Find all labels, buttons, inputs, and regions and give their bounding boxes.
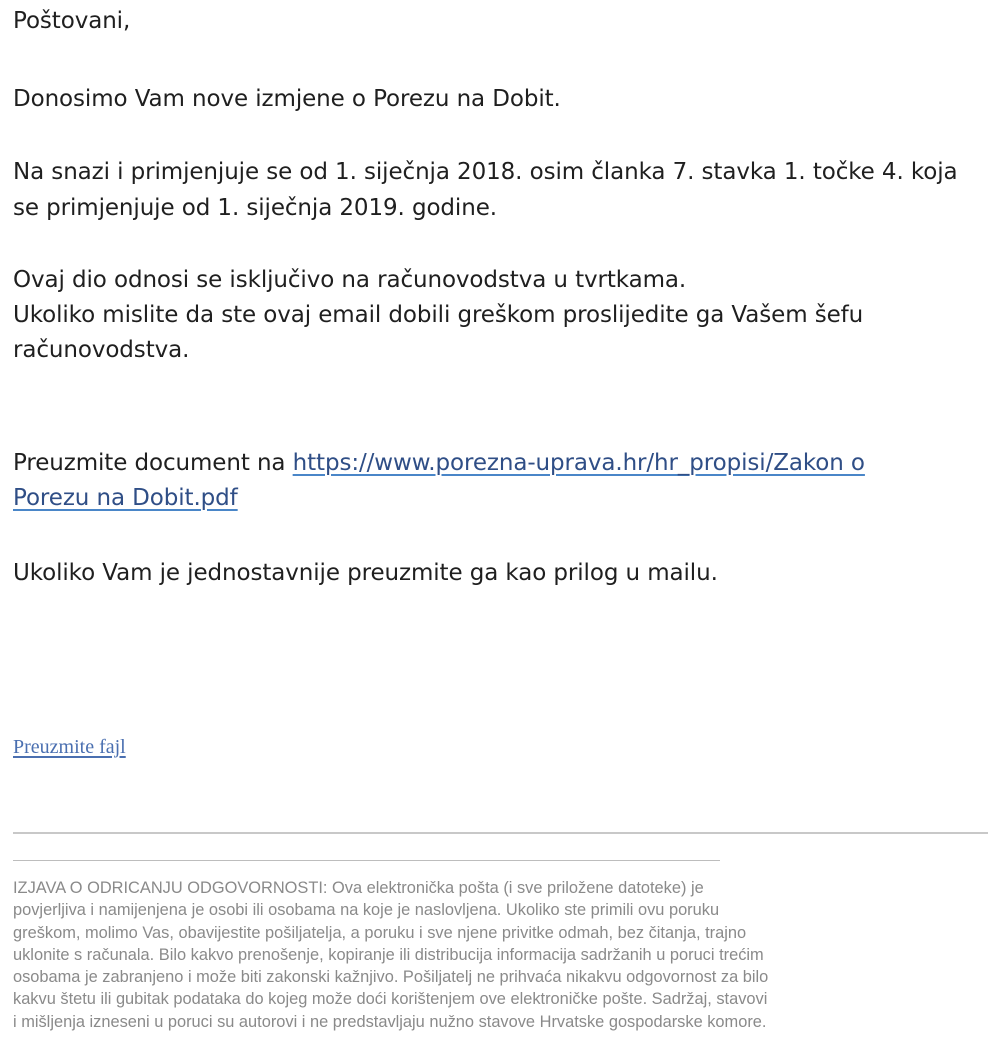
signature-divider bbox=[13, 832, 988, 834]
download-file-link[interactable]: Preuzmite fajl bbox=[13, 736, 126, 758]
forward-line-2: računovodstva. bbox=[13, 337, 190, 363]
disclaimer-line: uklonite s računala. Bilo kakvo prenošenje, kopiranje ili distribucija informacija sadržanih u poruci trećim bbox=[13, 945, 764, 964]
attachment-line: Ukoliko Vam je jednostavnije preuzmite ga kao prilog u mailu. bbox=[13, 560, 718, 586]
email-body bbox=[13, 0, 988, 1049]
disclaimer-divider bbox=[13, 860, 720, 861]
effective-date-line-2: se primjenjuje od 1. siječnja 2019. godine. bbox=[13, 195, 497, 221]
document-url-link[interactable]: https://www.porezna-uprava.hr/hr_propisi/Zakon o bbox=[292, 450, 865, 476]
disclaimer-line: osobama je zabranjeno i može biti zakonski kažnjivo. Pošiljatelj ne prihvaća nikakvu odgovornost za bilo bbox=[13, 968, 769, 987]
document-url-link-continued[interactable]: Porezu na Dobit.pdf bbox=[13, 485, 238, 511]
intro-paragraph: Donosimo Vam nove izmjene o Porezu na Dobit. bbox=[13, 86, 561, 112]
download-line-1 bbox=[13, 446, 865, 481]
scope-line: Ovaj dio odnosi se isključivo na računovodstva u tvrtkama. bbox=[13, 267, 687, 293]
disclaimer-line: povjerljiva i namijenjena je osobi ili osobama na koje je naslovljena. Ukoliko ste primili ovu poruku bbox=[13, 901, 720, 920]
forward-line-1: Ukoliko mislite da ste ovaj email dobili greškom proslijedite ga Vašem šefu bbox=[13, 302, 864, 328]
effective-date-line-1: Na snazi i primjenjuje se od 1. siječnja 2018. osim članka 7. stavka 1. točke 4. koja bbox=[13, 159, 958, 185]
download-prefix: Preuzmite document na bbox=[13, 450, 293, 476]
disclaimer-line: greškom, molimo Vas, obavijestite pošiljatelja, a poruku i sve njene privitke odmah, bez čitanja, trajno bbox=[13, 923, 747, 942]
disclaimer-line: IZJAVA O ODRICANJU ODGOVORNOSTI: Ova elektronička pošta (i sve priložene datoteke) je bbox=[13, 879, 704, 897]
disclaimer-line: i mišljenja izneseni u poruci su autorovi i ne predstavljaju nužno stavove Hrvatske gospodarske komore. bbox=[13, 1012, 767, 1031]
greeting: Poštovani, bbox=[13, 8, 131, 34]
disclaimer bbox=[13, 877, 988, 1033]
download-line-2 bbox=[13, 481, 238, 516]
disclaimer-line: kakvu štetu ili gubitak podataka do kojeg može doći korištenjem ove elektroničke pošte. Sadržaj, stavovi bbox=[13, 990, 768, 1009]
